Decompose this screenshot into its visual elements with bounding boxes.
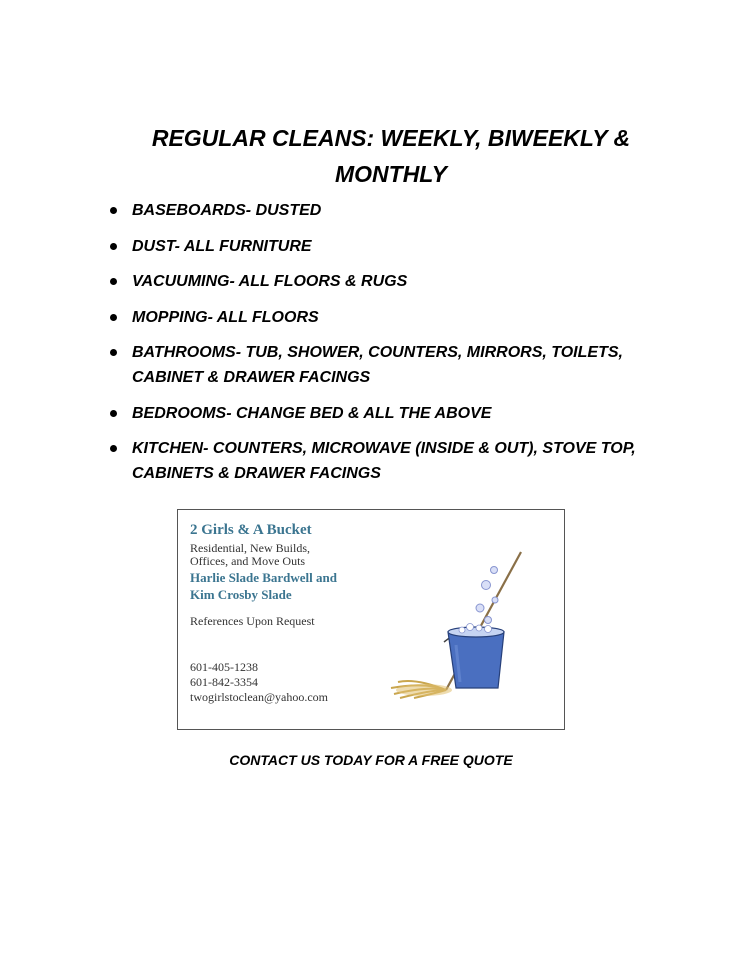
title-line-1: REGULAR CLEANS: WEEKLY, BIWEEKLY & (151, 125, 631, 151)
page-title (150, 120, 632, 192)
task-text: VACUUMING- ALL FLOORS & RUGS (132, 273, 408, 290)
services-line: Offices, and Move Outs (190, 554, 306, 568)
phone-number: 601-405-1238 (190, 660, 258, 674)
task-text: DUST- ALL FURNITURE (132, 237, 312, 255)
services-text (190, 542, 390, 568)
call-to-action: CONTACT US TODAY FOR A FREE QUOTE (229, 752, 513, 768)
contact-info (190, 660, 328, 705)
bullet-icon (110, 349, 117, 356)
bullet-icon (110, 410, 117, 417)
bullet-icon (110, 278, 117, 285)
services-line: Residential, New Builds, (190, 541, 310, 555)
cleaning-task-list (108, 198, 698, 497)
task-item (108, 436, 698, 486)
owner-names (190, 569, 410, 603)
mop-and-bucket-icon (386, 550, 546, 700)
bullet-icon (110, 207, 117, 214)
task-item (108, 198, 698, 223)
task-item (108, 401, 698, 426)
references-note: References Upon Request (190, 614, 315, 628)
email-address: twogirlstoclean@yahoo.com (190, 690, 329, 704)
bullet-icon (110, 445, 117, 452)
company-name: 2 Girls & A Bucket (190, 522, 312, 538)
task-item (108, 340, 698, 390)
task-item (108, 234, 698, 259)
task-text-continued: CABINETS & DRAWER FACINGS (132, 465, 381, 482)
task-text: MOPPING- ALL FLOORS (132, 308, 319, 326)
task-item (108, 305, 698, 330)
title-line-2: MONTHLY (334, 161, 447, 187)
phone-number: 601-842-3354 (190, 675, 258, 689)
task-text: BATHROOMS- TUB, SHOWER, COUNTERS, MIRRORS, TOILETS, (132, 344, 623, 361)
bullet-icon (110, 243, 117, 250)
task-text-continued: CABINET & DRAWER FACINGS (132, 369, 371, 386)
mop-strands-fill (396, 684, 452, 696)
business-card (177, 509, 565, 730)
bullet-icon (110, 314, 117, 321)
owner-line: Kim Crosby Slade (190, 587, 292, 602)
task-text: KITCHEN- COUNTERS, MICROWAVE (INSIDE & OUT), STOVE TOP, (132, 440, 636, 457)
owner-line: Harlie Slade Bardwell and (190, 570, 337, 585)
task-text: BEDROOMS- CHANGE BED & ALL THE ABOVE (132, 404, 492, 422)
task-item (108, 269, 698, 294)
task-text: BASEBOARDS- DUSTED (132, 202, 322, 219)
